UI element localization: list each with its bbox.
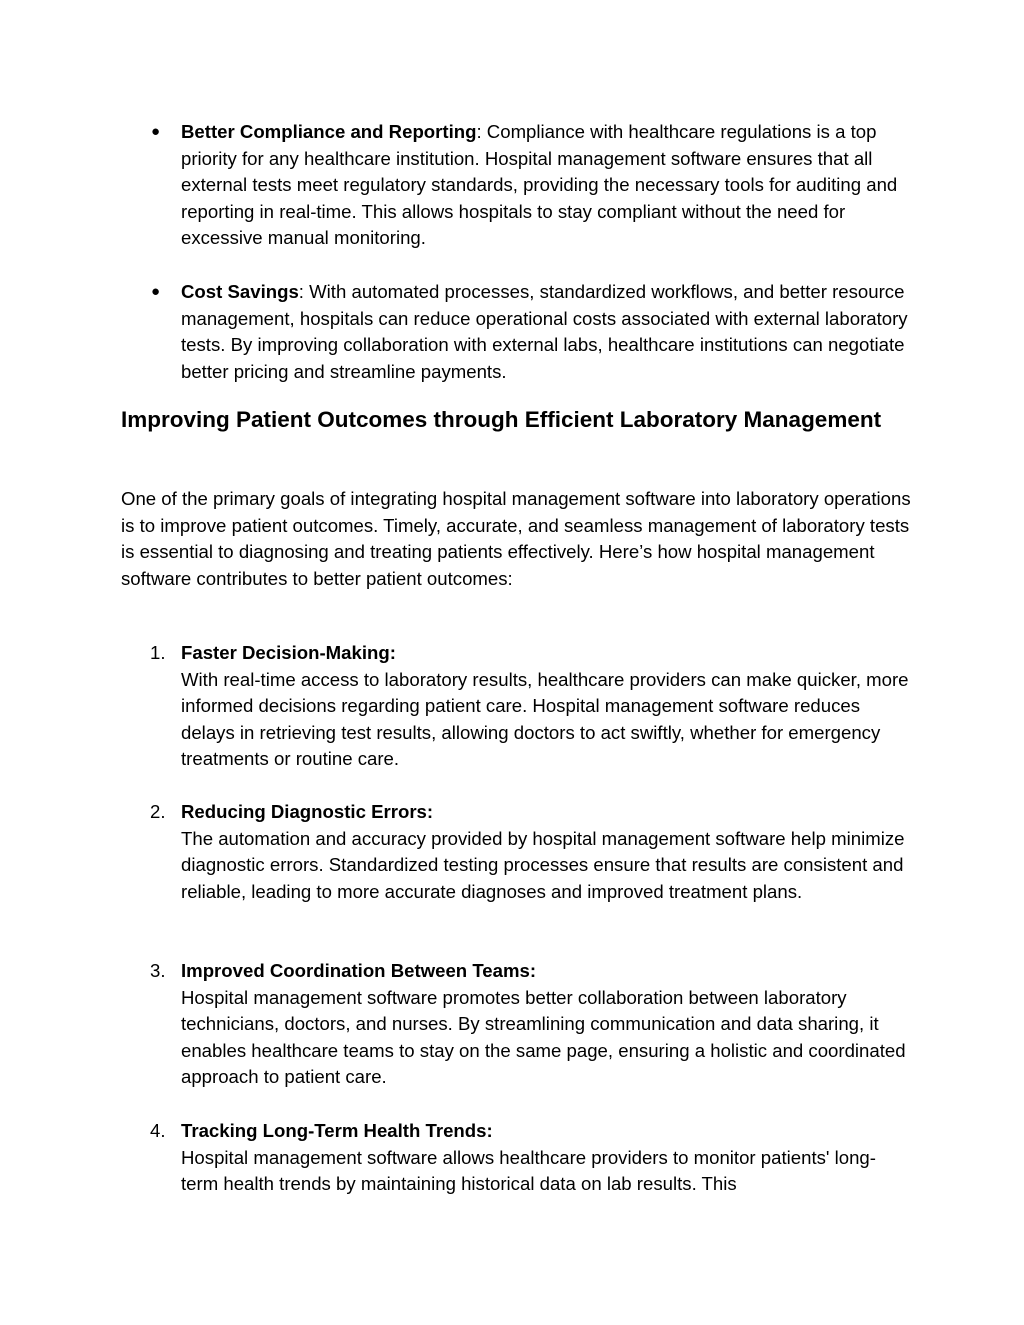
bullet-title: Cost Savings xyxy=(181,281,299,302)
section-heading: Improving Patient Outcomes through Efficient Laboratory Management xyxy=(121,407,882,432)
bullet-title: Better Compliance and Reporting xyxy=(181,121,477,142)
numbered-item-text: Hospital management software allows healthcare providers to monitor patients' long-term health trends by maintaining historical data on lab results. This xyxy=(181,1146,876,1194)
list-number: 4. xyxy=(150,1120,166,1141)
bullet-text: : Compliance with healthcare regulations is a top priority for any healthcare institution. Hospital management software ensures that all external tests meet regulatory standards, providing the necessary tools for auditing and reporting in real-time. This allows hospitals to stay compliant without the need for excessive manual monitoring. xyxy=(181,121,898,248)
numbered-item-title: Faster Decision-Making: xyxy=(181,642,396,663)
bullet-marker: ● xyxy=(151,283,161,300)
bullet-item-compliance xyxy=(181,119,911,252)
numbered-item-text: With real-time access to laboratory results, healthcare providers can make quicker, more informed decisions regarding patient care. Hospital management software reduces delays in retrieving test results, allowing doctors to act swiftly, whether for emergency treatments or routine care. xyxy=(181,668,909,769)
bullet-marker: ● xyxy=(151,123,161,140)
numbered-item-text: The automation and accuracy provided by hospital management software help minimize diagnostic errors. Standardized testing processes ensure that results are consistent and reliable, leading to more accurate diagnoses and improved treatment plans. xyxy=(181,827,905,902)
numbered-item-coordination xyxy=(181,958,911,1091)
intro-paragraph: One of the primary goals of integrating hospital management software into laboratory operations is to improve patient outcomes. Timely, accurate, and seamless management of laboratory tests is essential to diagnosing and treating patients effectively. Here’s how hospital management software contributes to better patient outcomes: xyxy=(121,488,911,589)
numbered-item-diagnostic-errors xyxy=(181,799,911,905)
list-number: 2. xyxy=(150,801,166,822)
numbered-item-title: Improved Coordination Between Teams: xyxy=(181,960,537,981)
list-number: 3. xyxy=(150,960,166,981)
bullet-text: : With automated processes, standardized workflows, and better resource management, hospitals can reduce operational costs associated with external laboratory tests. By improving collaboration with external labs, healthcare institutions can negotiate better pricing and streamline payments. xyxy=(181,281,908,382)
numbered-item-text: Hospital management software promotes better collaboration between laboratory technicians, doctors, and nurses. By streamlining communication and data sharing, it enables healthcare teams to stay on the same page, ensuring a holistic and coordinated approach to patient care. xyxy=(181,986,906,1087)
numbered-item-faster-decision xyxy=(181,640,911,773)
numbered-item-health-trends xyxy=(181,1118,911,1198)
list-number: 1. xyxy=(150,642,166,663)
numbered-item-title: Tracking Long-Term Health Trends: xyxy=(181,1120,493,1141)
bullet-item-cost-savings xyxy=(181,279,911,385)
numbered-item-title: Reducing Diagnostic Errors: xyxy=(181,801,434,822)
